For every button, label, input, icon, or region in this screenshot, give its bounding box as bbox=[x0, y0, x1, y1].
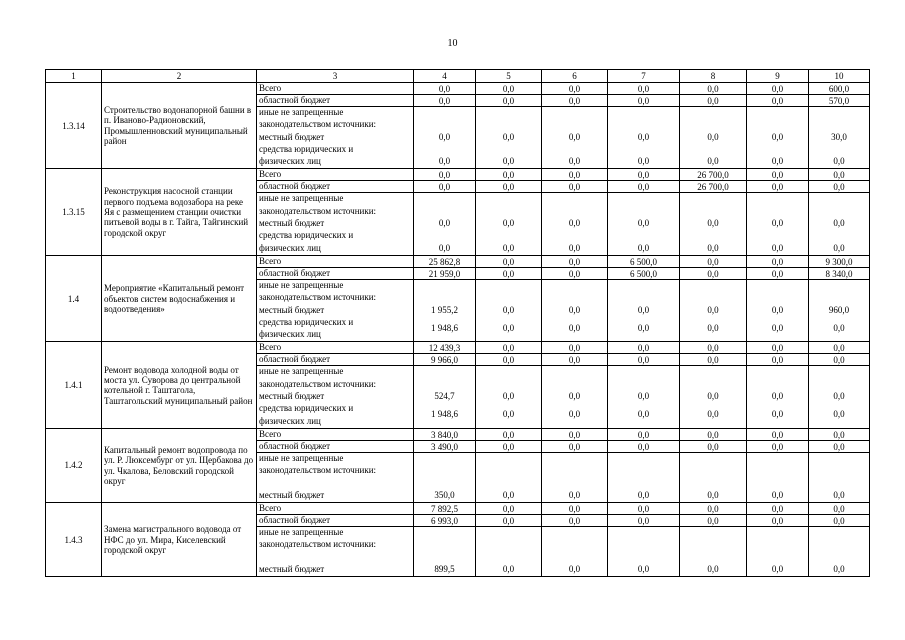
value-cell-group bbox=[608, 366, 680, 428]
value-cell-group bbox=[608, 452, 680, 502]
local-value: 0,0 bbox=[568, 391, 581, 402]
source-line: средства юридических и bbox=[259, 230, 354, 241]
value-cell: 0,0 bbox=[747, 181, 809, 193]
value-cell: 25 862,8 bbox=[414, 255, 476, 267]
value-cell: 0,0 bbox=[680, 440, 747, 452]
source-label: Всего bbox=[257, 255, 414, 267]
value-cell: 0,0 bbox=[809, 428, 870, 440]
local-value: 0,0 bbox=[771, 304, 784, 315]
value-cell-group bbox=[809, 452, 870, 502]
budget-table bbox=[45, 69, 870, 577]
value-cell: 0,0 bbox=[747, 83, 809, 95]
legal-value: 0,0 bbox=[833, 322, 845, 333]
value-cell: 0,0 bbox=[809, 181, 870, 193]
legal-value: 0,0 bbox=[502, 242, 515, 253]
value-cell: 0,0 bbox=[809, 342, 870, 354]
source-line: законодательством источники: bbox=[259, 539, 377, 550]
value-cell: 0,0 bbox=[476, 428, 542, 440]
value-cell-group bbox=[542, 279, 608, 341]
legal-value: 0,0 bbox=[637, 322, 650, 333]
row-total bbox=[46, 83, 870, 95]
legal-value: 0,0 bbox=[637, 409, 650, 420]
source-line bbox=[259, 552, 411, 564]
value-cell: 0,0 bbox=[809, 440, 870, 452]
local-value: 0,0 bbox=[833, 218, 845, 229]
value-cell: 0,0 bbox=[476, 169, 542, 181]
value-cell: 0,0 bbox=[747, 503, 809, 515]
value-cell: 0,0 bbox=[476, 440, 542, 452]
value-cell: 0,0 bbox=[476, 181, 542, 193]
value-cell-group bbox=[809, 193, 870, 255]
legal-value: 0,0 bbox=[568, 409, 581, 420]
value-cell: 0,0 bbox=[476, 255, 542, 267]
value-cell: 0,0 bbox=[542, 267, 608, 279]
value-cell: 0,0 bbox=[809, 354, 870, 366]
local-value: 0,0 bbox=[833, 391, 845, 402]
col-header: 10 bbox=[809, 70, 870, 83]
source-line: законодательством источники: bbox=[259, 465, 377, 476]
value-cell: 0,0 bbox=[414, 169, 476, 181]
source-label: областной бюджет bbox=[257, 440, 414, 452]
value-cell: 0,0 bbox=[680, 342, 747, 354]
value-cell: 0,0 bbox=[542, 354, 608, 366]
local-value: 0,0 bbox=[568, 218, 581, 229]
source-line: законодательством источники: bbox=[259, 205, 377, 216]
value-cell: 0,0 bbox=[542, 503, 608, 515]
legal-value: 0,0 bbox=[637, 242, 650, 253]
local-value: 0,0 bbox=[637, 304, 650, 315]
value-cell: 3 490,0 bbox=[414, 440, 476, 452]
local-value: 0,0 bbox=[502, 391, 515, 402]
value-cell-group bbox=[476, 107, 542, 169]
value-cell: 3 840,0 bbox=[414, 428, 476, 440]
source-line: иные не запрещенные bbox=[259, 452, 344, 463]
legal-value: 0,0 bbox=[637, 156, 650, 167]
item-name: Капитальный ремонт водопровода по ул. Р. Люксембург от ул. Щербакова до ул. Чкалова, Беловский городской округ bbox=[102, 428, 257, 502]
row-total bbox=[46, 503, 870, 515]
source-label: областной бюджет bbox=[257, 515, 414, 527]
item-name: Мероприятие «Капитальный ремонт объектов систем водоснабжения и водоотведения» bbox=[102, 255, 257, 341]
value-cell-group bbox=[414, 452, 476, 502]
value-cell-group bbox=[476, 193, 542, 255]
row-total bbox=[46, 255, 870, 267]
value-cell-group bbox=[414, 279, 476, 341]
value-cell: 6 500,0 bbox=[608, 267, 680, 279]
legal-value: 0,0 bbox=[568, 242, 581, 253]
source-label: областной бюджет bbox=[257, 267, 414, 279]
value-cell-group bbox=[542, 527, 608, 577]
local-value: 0,0 bbox=[771, 489, 784, 500]
row-total bbox=[46, 169, 870, 181]
source-line: законодательством источники: bbox=[259, 378, 377, 389]
value-cell: 0,0 bbox=[414, 95, 476, 107]
value-cell: 0,0 bbox=[476, 95, 542, 107]
value-cell-group bbox=[542, 107, 608, 169]
local-value: 0,0 bbox=[502, 131, 515, 142]
value-cell: 0,0 bbox=[809, 515, 870, 527]
item-code: 1.4.2 bbox=[46, 428, 102, 502]
local-value: 1 955,2 bbox=[431, 304, 458, 315]
value-cell-group bbox=[680, 193, 747, 255]
local-value: 0,0 bbox=[502, 304, 515, 315]
value-cell: 0,0 bbox=[608, 440, 680, 452]
value-cell: 9 966,0 bbox=[414, 354, 476, 366]
value-cell: 0,0 bbox=[608, 428, 680, 440]
local-value: 30,0 bbox=[831, 131, 847, 142]
value-cell-group bbox=[809, 366, 870, 428]
legal-value: 0,0 bbox=[568, 322, 581, 333]
local-value: 0,0 bbox=[771, 564, 784, 575]
local-value: 0,0 bbox=[637, 218, 650, 229]
value-cell-group bbox=[747, 527, 809, 577]
value-cell-group bbox=[476, 452, 542, 502]
local-value: 0,0 bbox=[771, 391, 784, 402]
source-label-group bbox=[257, 107, 414, 169]
value-cell: 0,0 bbox=[476, 515, 542, 527]
value-cell: 0,0 bbox=[680, 95, 747, 107]
source-line: законодательством источники: bbox=[259, 119, 377, 130]
local-value: 0,0 bbox=[707, 131, 719, 142]
source-line: иные не запрещенные bbox=[259, 366, 344, 377]
value-cell: 0,0 bbox=[747, 169, 809, 181]
local-value: 0,0 bbox=[707, 391, 719, 402]
legal-value: 1 948,6 bbox=[431, 409, 458, 420]
legal-value: 0,0 bbox=[833, 409, 845, 420]
item-name: Замена магистрального водовода от НФС до ул. Мира, Киселевский городской округ bbox=[102, 503, 257, 577]
value-cell: 0,0 bbox=[542, 181, 608, 193]
local-value: 960,0 bbox=[828, 304, 850, 315]
value-cell: 0,0 bbox=[542, 428, 608, 440]
source-label-group bbox=[257, 193, 414, 255]
source-line: местный бюджет bbox=[259, 131, 325, 142]
value-cell: 0,0 bbox=[476, 83, 542, 95]
value-cell: 0,0 bbox=[680, 83, 747, 95]
value-cell-group bbox=[608, 193, 680, 255]
value-cell-group bbox=[414, 193, 476, 255]
source-line: иные не запрещенные bbox=[259, 279, 344, 290]
legal-value: 0,0 bbox=[771, 156, 784, 167]
value-cell: 0,0 bbox=[414, 181, 476, 193]
item-code: 1.3.15 bbox=[46, 169, 102, 255]
value-cell: 21 959,0 bbox=[414, 267, 476, 279]
col-header: 4 bbox=[414, 70, 476, 83]
local-value: 0,0 bbox=[637, 564, 650, 575]
value-cell: 0,0 bbox=[747, 428, 809, 440]
value-cell: 0,0 bbox=[608, 169, 680, 181]
source-line bbox=[259, 478, 411, 490]
value-cell-group bbox=[747, 107, 809, 169]
legal-value: 0,0 bbox=[438, 156, 451, 167]
value-cell: 0,0 bbox=[809, 169, 870, 181]
local-value: 0,0 bbox=[568, 131, 581, 142]
value-cell: 0,0 bbox=[476, 267, 542, 279]
source-label-group bbox=[257, 527, 414, 577]
source-line: физических лиц bbox=[259, 415, 321, 426]
value-cell: 0,0 bbox=[476, 342, 542, 354]
value-cell: 0,0 bbox=[542, 255, 608, 267]
source-line: местный бюджет bbox=[259, 489, 325, 500]
source-line: иные не запрещенные bbox=[259, 107, 344, 117]
local-value: 0,0 bbox=[771, 218, 784, 229]
value-cell: 0,0 bbox=[747, 354, 809, 366]
item-code: 1.4.3 bbox=[46, 503, 102, 577]
local-value: 899,5 bbox=[434, 564, 455, 575]
value-cell: 8 340,0 bbox=[809, 267, 870, 279]
source-label-group bbox=[257, 279, 414, 341]
value-cell: 0,0 bbox=[476, 503, 542, 515]
local-value: 0,0 bbox=[707, 218, 719, 229]
source-label: Всего bbox=[257, 428, 414, 440]
header-row bbox=[46, 70, 870, 83]
value-cell-group bbox=[414, 366, 476, 428]
legal-value: 0,0 bbox=[707, 409, 719, 420]
source-line: средства юридических и bbox=[259, 403, 354, 414]
local-value: 0,0 bbox=[502, 489, 515, 500]
value-cell-group bbox=[476, 366, 542, 428]
source-label-group bbox=[257, 452, 414, 502]
value-cell-group bbox=[747, 452, 809, 502]
local-value: 524,7 bbox=[434, 391, 455, 402]
value-cell-group bbox=[608, 107, 680, 169]
value-cell: 0,0 bbox=[747, 95, 809, 107]
local-value: 0,0 bbox=[502, 218, 515, 229]
source-label-group bbox=[257, 366, 414, 428]
value-cell: 0,0 bbox=[608, 95, 680, 107]
value-cell-group bbox=[809, 107, 870, 169]
row-total bbox=[46, 342, 870, 354]
value-cell: 570,0 bbox=[809, 95, 870, 107]
value-cell: 26 700,0 bbox=[680, 169, 747, 181]
value-cell: 0,0 bbox=[608, 515, 680, 527]
local-value: 0,0 bbox=[637, 489, 650, 500]
source-line: иные не запрещенные bbox=[259, 527, 344, 538]
col-header: 3 bbox=[257, 70, 414, 83]
value-cell: 26 700,0 bbox=[680, 181, 747, 193]
page-number: 10 bbox=[447, 38, 458, 49]
value-cell: 0,0 bbox=[542, 169, 608, 181]
value-cell: 0,0 bbox=[542, 440, 608, 452]
value-cell: 0,0 bbox=[747, 342, 809, 354]
legal-value: 0,0 bbox=[502, 409, 515, 420]
legal-value: 0,0 bbox=[771, 409, 784, 420]
source-line: средства юридических и bbox=[259, 316, 354, 327]
value-cell-group bbox=[747, 366, 809, 428]
value-cell: 7 892,5 bbox=[414, 503, 476, 515]
value-cell: 0,0 bbox=[414, 83, 476, 95]
col-header: 9 bbox=[747, 70, 809, 83]
source-label: областной бюджет bbox=[257, 95, 414, 107]
value-cell: 0,0 bbox=[608, 354, 680, 366]
value-cell: 0,0 bbox=[608, 503, 680, 515]
local-value: 0,0 bbox=[438, 218, 451, 229]
value-cell-group bbox=[747, 279, 809, 341]
local-value: 0,0 bbox=[771, 131, 784, 142]
value-cell-group bbox=[809, 527, 870, 577]
item-name: Реконструкция насосной станции первого подъема водозабора на реке Яя с размещением станции очистки питьевой воды в г. Тайга, Тайгинский городской округ bbox=[102, 169, 257, 255]
row-total bbox=[46, 428, 870, 440]
local-value: 0,0 bbox=[568, 489, 581, 500]
col-header: 2 bbox=[102, 70, 257, 83]
value-cell-group bbox=[809, 279, 870, 341]
source-line: местный бюджет bbox=[259, 304, 325, 315]
source-line: местный бюджет bbox=[259, 218, 325, 229]
value-cell-group bbox=[476, 527, 542, 577]
value-cell-group bbox=[680, 452, 747, 502]
local-value: 0,0 bbox=[637, 391, 650, 402]
local-value: 0,0 bbox=[707, 489, 719, 500]
source-line: местный бюджет bbox=[259, 391, 325, 402]
legal-value: 0,0 bbox=[568, 156, 581, 167]
legal-value: 0,0 bbox=[833, 156, 845, 167]
value-cell: 0,0 bbox=[680, 354, 747, 366]
value-cell: 0,0 bbox=[747, 515, 809, 527]
value-cell-group bbox=[747, 193, 809, 255]
value-cell-group bbox=[542, 452, 608, 502]
source-label: областной бюджет bbox=[257, 181, 414, 193]
value-cell: 0,0 bbox=[809, 503, 870, 515]
source-label: Всего bbox=[257, 83, 414, 95]
value-cell-group bbox=[542, 193, 608, 255]
source-label: Всего bbox=[257, 342, 414, 354]
legal-value: 0,0 bbox=[707, 156, 719, 167]
value-cell: 0,0 bbox=[608, 342, 680, 354]
col-header: 5 bbox=[476, 70, 542, 83]
source-label: Всего bbox=[257, 503, 414, 515]
value-cell: 0,0 bbox=[747, 440, 809, 452]
value-cell-group bbox=[680, 527, 747, 577]
legal-value: 0,0 bbox=[502, 322, 515, 333]
local-value: 0,0 bbox=[502, 564, 515, 575]
legal-value: 0,0 bbox=[707, 242, 719, 253]
local-value: 350,0 bbox=[434, 489, 455, 500]
legal-value: 0,0 bbox=[707, 322, 719, 333]
value-cell-group bbox=[680, 107, 747, 169]
source-label: областной бюджет bbox=[257, 354, 414, 366]
value-cell: 0,0 bbox=[476, 354, 542, 366]
col-header: 6 bbox=[542, 70, 608, 83]
col-header: 7 bbox=[608, 70, 680, 83]
item-code: 1.4.1 bbox=[46, 342, 102, 428]
value-cell-group bbox=[414, 107, 476, 169]
value-cell-group bbox=[608, 527, 680, 577]
value-cell-group bbox=[608, 279, 680, 341]
value-cell: 0,0 bbox=[680, 503, 747, 515]
source-label: Всего bbox=[257, 169, 414, 181]
col-header: 8 bbox=[680, 70, 747, 83]
source-line: иные не запрещенные bbox=[259, 193, 344, 204]
legal-value: 0,0 bbox=[833, 242, 845, 253]
col-header: 1 bbox=[46, 70, 102, 83]
local-value: 0,0 bbox=[637, 131, 650, 142]
source-line: физических лиц bbox=[259, 156, 321, 167]
value-cell-group bbox=[680, 279, 747, 341]
value-cell: 0,0 bbox=[680, 428, 747, 440]
local-value: 0,0 bbox=[707, 304, 719, 315]
value-cell: 0,0 bbox=[608, 181, 680, 193]
value-cell: 0,0 bbox=[608, 83, 680, 95]
value-cell: 6 500,0 bbox=[608, 255, 680, 267]
legal-value: 0,0 bbox=[771, 322, 784, 333]
source-line: местный бюджет bbox=[259, 564, 325, 575]
local-value: 0,0 bbox=[833, 489, 845, 500]
legal-value: 1 948,6 bbox=[431, 322, 458, 333]
value-cell-group bbox=[680, 366, 747, 428]
legal-value: 0,0 bbox=[771, 242, 784, 253]
local-value: 0,0 bbox=[568, 304, 581, 315]
source-line: физических лиц bbox=[259, 242, 321, 253]
item-name: Строительство водонапорной башни в п. Ивановo-Радионовский, Промышленновский муниципальный район bbox=[102, 83, 257, 169]
legal-value: 0,0 bbox=[502, 156, 515, 167]
item-code: 1.3.14 bbox=[46, 83, 102, 169]
item-name: Ремонт водовода холодной воды от моста ул. Суворова до центральной котельной г. Таштагола, Таштагольский муниципальный район bbox=[102, 342, 257, 428]
value-cell: 0,0 bbox=[542, 83, 608, 95]
value-cell: 0,0 bbox=[747, 267, 809, 279]
value-cell: 0,0 bbox=[747, 255, 809, 267]
value-cell: 0,0 bbox=[680, 515, 747, 527]
value-cell: 12 439,3 bbox=[414, 342, 476, 354]
legal-value: 0,0 bbox=[438, 242, 451, 253]
value-cell: 6 993,0 bbox=[414, 515, 476, 527]
value-cell: 9 300,0 bbox=[809, 255, 870, 267]
value-cell-group bbox=[542, 366, 608, 428]
local-value: 0,0 bbox=[438, 131, 451, 142]
value-cell: 600,0 bbox=[809, 83, 870, 95]
local-value: 0,0 bbox=[707, 564, 719, 575]
value-cell-group bbox=[414, 527, 476, 577]
item-code: 1.4 bbox=[46, 255, 102, 341]
value-cell: 0,0 bbox=[542, 95, 608, 107]
value-cell: 0,0 bbox=[542, 515, 608, 527]
value-cell: 0,0 bbox=[542, 342, 608, 354]
source-line: средства юридических и bbox=[259, 143, 354, 154]
source-line: физических лиц bbox=[259, 329, 321, 340]
value-cell-group bbox=[476, 279, 542, 341]
value-cell: 0,0 bbox=[680, 255, 747, 267]
source-line: законодательством источники: bbox=[259, 292, 377, 303]
local-value: 0,0 bbox=[833, 564, 845, 575]
local-value: 0,0 bbox=[568, 564, 581, 575]
value-cell: 0,0 bbox=[680, 267, 747, 279]
